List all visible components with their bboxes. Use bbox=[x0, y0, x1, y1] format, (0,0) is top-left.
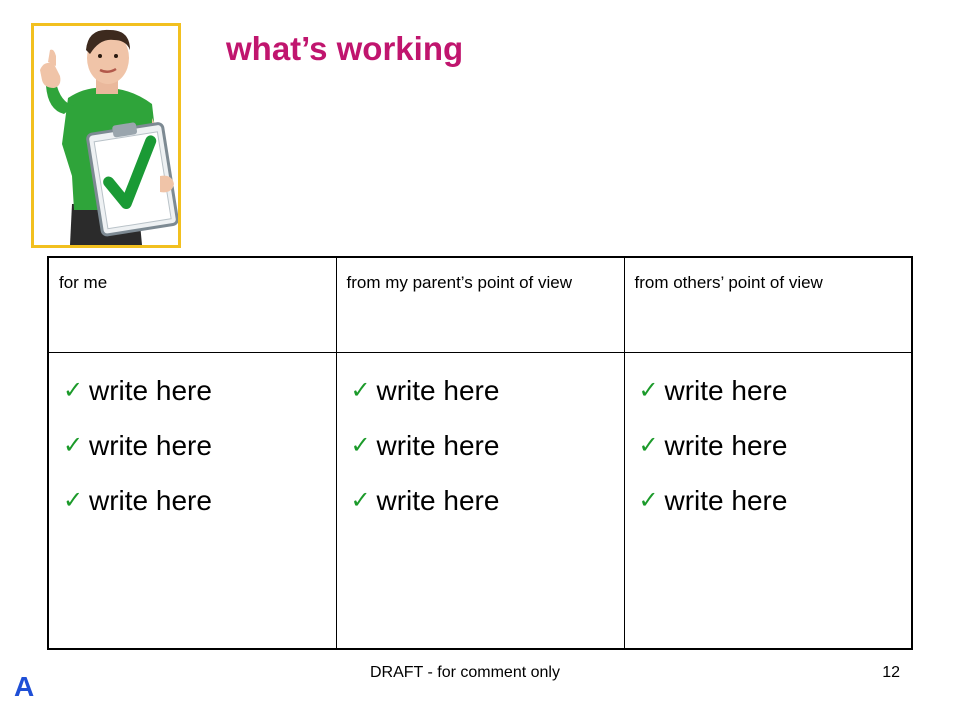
entry-placeholder: write here bbox=[664, 375, 788, 406]
table-header-row bbox=[48, 257, 912, 353]
slide-number: 12 bbox=[882, 664, 900, 681]
header-cell-for-me bbox=[48, 257, 336, 353]
checkmark-icon: ✓ bbox=[63, 431, 84, 459]
checkmark-icon: ✓ bbox=[63, 486, 84, 514]
whats-working-table bbox=[47, 256, 913, 650]
section-letter-badge: A bbox=[14, 671, 35, 702]
checkmark-icon: ✓ bbox=[638, 486, 659, 514]
checkmark-icon: ✓ bbox=[638, 431, 659, 459]
header-cell-others-view bbox=[624, 257, 912, 353]
entry-placeholder: write here bbox=[376, 375, 500, 406]
checkmark-icon: ✓ bbox=[638, 376, 659, 404]
list-item bbox=[351, 473, 624, 528]
photo-person-with-clipboard bbox=[31, 23, 181, 248]
checklist bbox=[49, 353, 336, 528]
list-item bbox=[63, 473, 336, 528]
checkmark-icon: ✓ bbox=[350, 431, 371, 459]
entry-cell-for-me[interactable] bbox=[48, 353, 336, 650]
page-title: what’s working bbox=[226, 30, 464, 67]
checkmark-icon: ✓ bbox=[63, 376, 84, 404]
list-item bbox=[63, 418, 336, 473]
table-body-row bbox=[48, 353, 912, 650]
entry-cell-parents-view[interactable] bbox=[336, 353, 624, 650]
entry-placeholder: write here bbox=[376, 485, 500, 516]
list-item bbox=[639, 363, 912, 418]
entry-placeholder: write here bbox=[89, 375, 212, 406]
entry-cell-others-view[interactable] bbox=[624, 353, 912, 650]
header-label: for me bbox=[59, 273, 108, 292]
list-item bbox=[63, 363, 336, 418]
list-item bbox=[639, 418, 912, 473]
entry-placeholder: write here bbox=[89, 430, 212, 461]
entry-placeholder: write here bbox=[376, 430, 500, 461]
list-item bbox=[351, 363, 624, 418]
checklist bbox=[625, 353, 912, 528]
checkmark-icon: ✓ bbox=[350, 376, 371, 404]
list-item bbox=[639, 473, 912, 528]
person-clipboard-illustration bbox=[34, 26, 178, 245]
list-item bbox=[351, 418, 624, 473]
entry-placeholder: write here bbox=[664, 485, 788, 516]
checklist bbox=[337, 353, 624, 528]
header-label: from others’ point of view bbox=[634, 273, 823, 292]
checkmark-icon: ✓ bbox=[350, 486, 371, 514]
entry-placeholder: write here bbox=[89, 485, 212, 516]
header-label: from my parent’s point of view bbox=[346, 273, 572, 292]
footer-draft-notice: DRAFT - for comment only bbox=[370, 664, 560, 681]
entry-placeholder: write here bbox=[664, 430, 788, 461]
header-cell-parents-view bbox=[336, 257, 624, 353]
